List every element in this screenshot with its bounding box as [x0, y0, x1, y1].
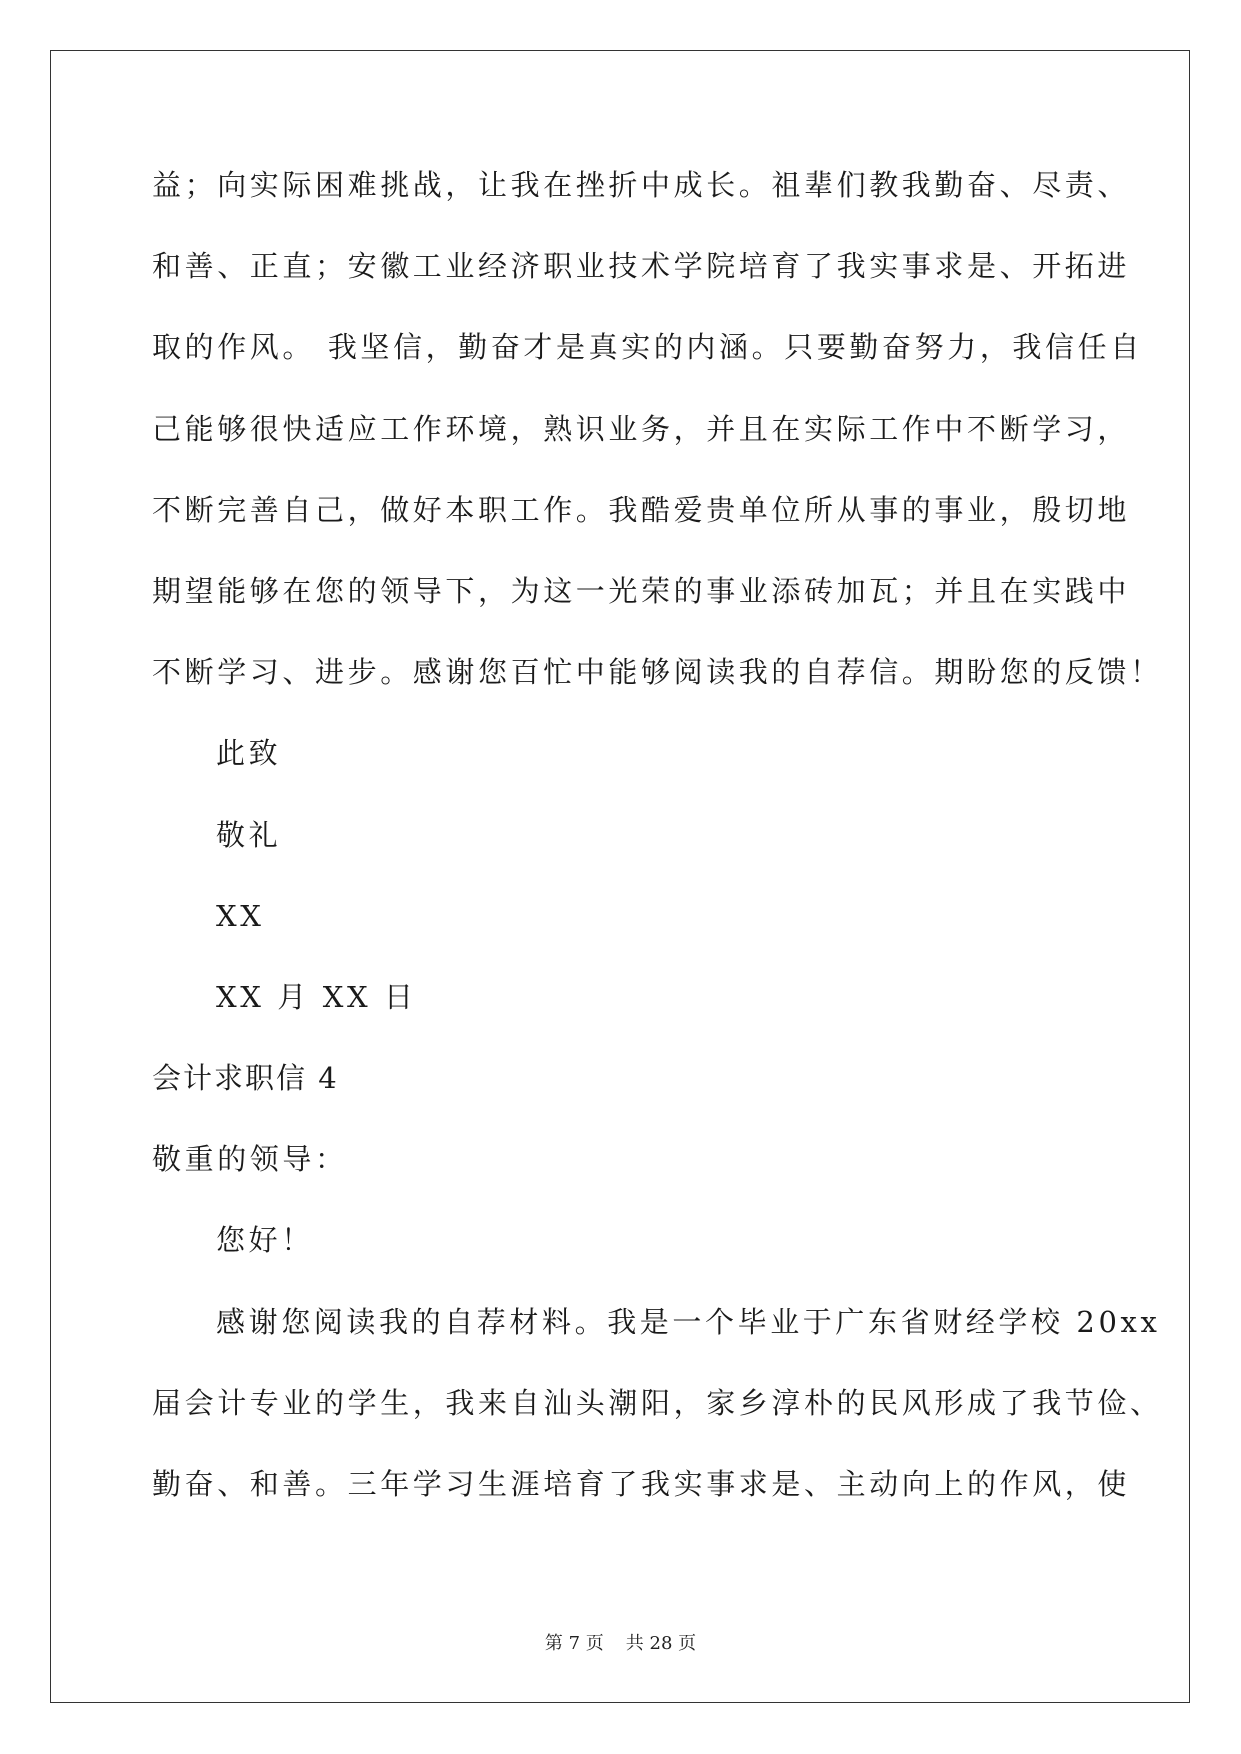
- page-number: 第 7 页: [544, 1633, 604, 1654]
- signature-date: XX 月 XX 日: [216, 979, 417, 1014]
- page-footer: [0, 1633, 1241, 1655]
- text-line-5: 不断完善自己，做好本职工作。我酷爱贵单位所从事的事业，殷切地: [152, 492, 1131, 527]
- text-line-16: 届会计专业的学生，我来自汕头潮阳，家乡淳朴的民风形成了我节俭、: [152, 1385, 1163, 1420]
- letter-greeting: 敬重的领导：: [152, 1142, 348, 1177]
- section-heading: 会计求职信 4: [152, 1061, 339, 1096]
- text-line-2: 和善、正直；安徽工业经济职业技术学院培育了我实事求是、开拓进: [152, 249, 1131, 284]
- closing-regards: 敬礼: [216, 817, 282, 852]
- text-line-15: 感谢您阅读我的自荐材料。我是一个毕业于广东省财经学校 20xx: [216, 1304, 1161, 1339]
- signature-name: XX: [216, 898, 265, 933]
- text-line-4: 己能够很快适应工作环境，熟识业务，并且在实际工作中不断学习，: [152, 411, 1131, 446]
- text-line-7: 不断学习、进步。感谢您百忙中能够阅读我的自荐信。期盼您的反馈！: [152, 655, 1163, 690]
- text-line-6: 期望能够在您的领导下，为这一光荣的事业添砖加瓦；并且在实践中: [152, 573, 1131, 608]
- closing-salutation: 此致: [216, 736, 282, 771]
- page-total: 共 28 页: [625, 1633, 697, 1654]
- text-line-1: 益；向实际困难挑战，让我在挫折中成长。祖辈们教我勤奋、尽责、: [152, 168, 1131, 202]
- letter-hello: 您好！: [216, 1223, 314, 1258]
- text-line-3: 取的作风。 我坚信，勤奋才是真实的内涵。只要勤奋努力，我信任自: [152, 330, 1143, 365]
- document-body: [152, 168, 1163, 1548]
- text-line-17: 勤奋、和善。三年学习生涯培育了我实事求是、主动向上的作风，使: [152, 1467, 1131, 1501]
